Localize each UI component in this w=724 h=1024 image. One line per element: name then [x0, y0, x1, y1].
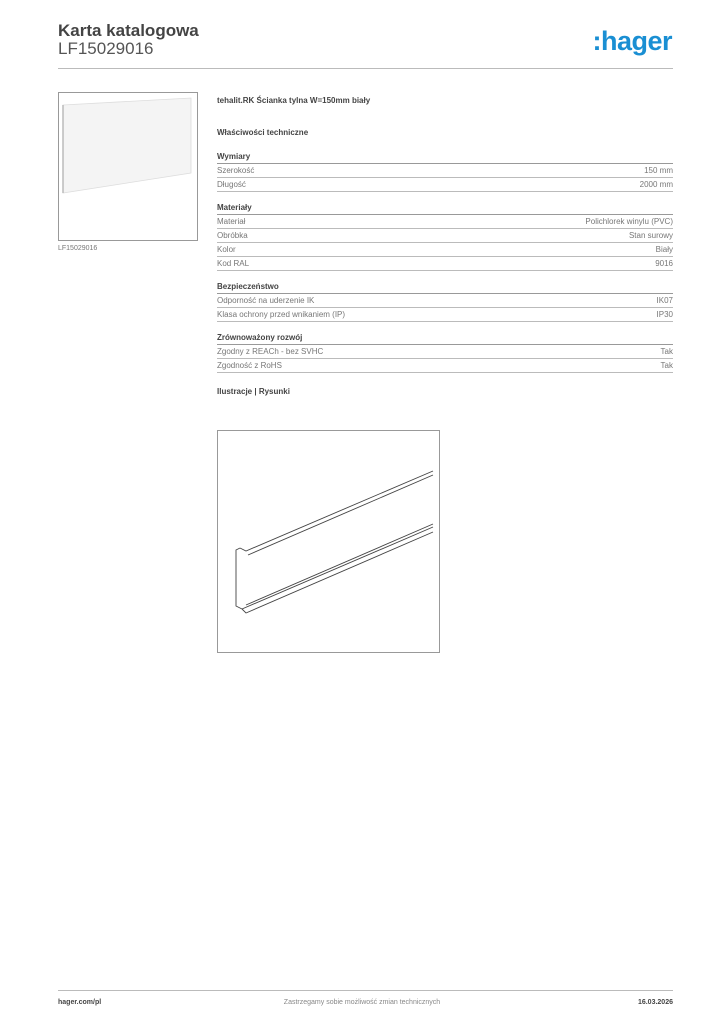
spec-label: Kolor — [217, 245, 236, 254]
spec-row — [217, 308, 673, 322]
document-title: Karta katalogowa — [58, 21, 199, 40]
spec-row — [217, 294, 673, 308]
group-title: Zrównoważony rozwój — [217, 333, 673, 345]
spec-value: 9016 — [655, 259, 673, 268]
spec-group — [217, 203, 673, 271]
spec-row — [217, 164, 673, 178]
product-image — [58, 92, 198, 241]
header-divider — [58, 68, 673, 69]
spec-value: Tak — [660, 361, 673, 370]
footer-divider — [58, 990, 673, 991]
spec-label: Odporność na uderzenie IK — [217, 296, 315, 305]
spec-label: Zgodność z RoHS — [217, 361, 282, 370]
spec-label: Długość — [217, 180, 246, 189]
spec-label: Obróbka — [217, 231, 248, 240]
profile-drawing-icon — [218, 431, 439, 652]
footer-notice: Zastrzegamy sobie możliwość zmian technicznych — [283, 999, 441, 1006]
product-code: LF15029016 — [58, 39, 154, 58]
spec-value: IK07 — [656, 296, 673, 305]
spec-value: Biały — [655, 245, 673, 254]
spec-row — [217, 178, 673, 192]
spec-value: 2000 mm — [639, 180, 673, 189]
product-photo-icon — [59, 93, 197, 240]
spec-label: Materiał — [217, 217, 246, 226]
spec-row — [217, 243, 673, 257]
spec-row — [217, 215, 673, 229]
section-title: Właściwości techniczne — [217, 128, 309, 137]
spec-label: Klasa ochrony przed wnikaniem (IP) — [217, 310, 346, 319]
spec-row — [217, 345, 673, 359]
spec-value: IP30 — [656, 310, 673, 319]
technical-drawing — [217, 430, 440, 653]
spec-row — [217, 229, 673, 243]
spec-group — [217, 282, 673, 322]
group-title: Materiały — [217, 203, 673, 215]
spec-group — [217, 152, 673, 192]
spec-panel — [217, 96, 673, 396]
illustrations-title: Ilustracje | Rysunki — [217, 387, 290, 396]
group-title: Bezpieczeństwo — [217, 282, 673, 294]
footer-date: 16.03.2026 — [637, 999, 673, 1006]
product-title: tehalit.RK Ścianka tylna W=150mm biały — [217, 96, 371, 105]
spec-row — [217, 359, 673, 373]
spec-value: Polichlorek winylu (PVC) — [585, 217, 673, 226]
image-caption: LF15029016 — [58, 245, 98, 252]
hager-logo: :hager — [592, 26, 672, 56]
spec-label: Kod RAL — [217, 259, 250, 268]
footer-website[interactable]: hager.com/pl — [58, 999, 102, 1006]
spec-value: 150 mm — [644, 166, 673, 175]
spec-row — [217, 257, 673, 271]
spec-value: Stan surowy — [628, 231, 673, 240]
spec-label: Szerokość — [217, 166, 255, 175]
spec-group — [217, 333, 673, 373]
spec-value: Tak — [660, 347, 673, 356]
group-title: Wymiary — [217, 152, 673, 164]
spec-label: Zgodny z REACh - bez SVHC — [217, 347, 324, 356]
